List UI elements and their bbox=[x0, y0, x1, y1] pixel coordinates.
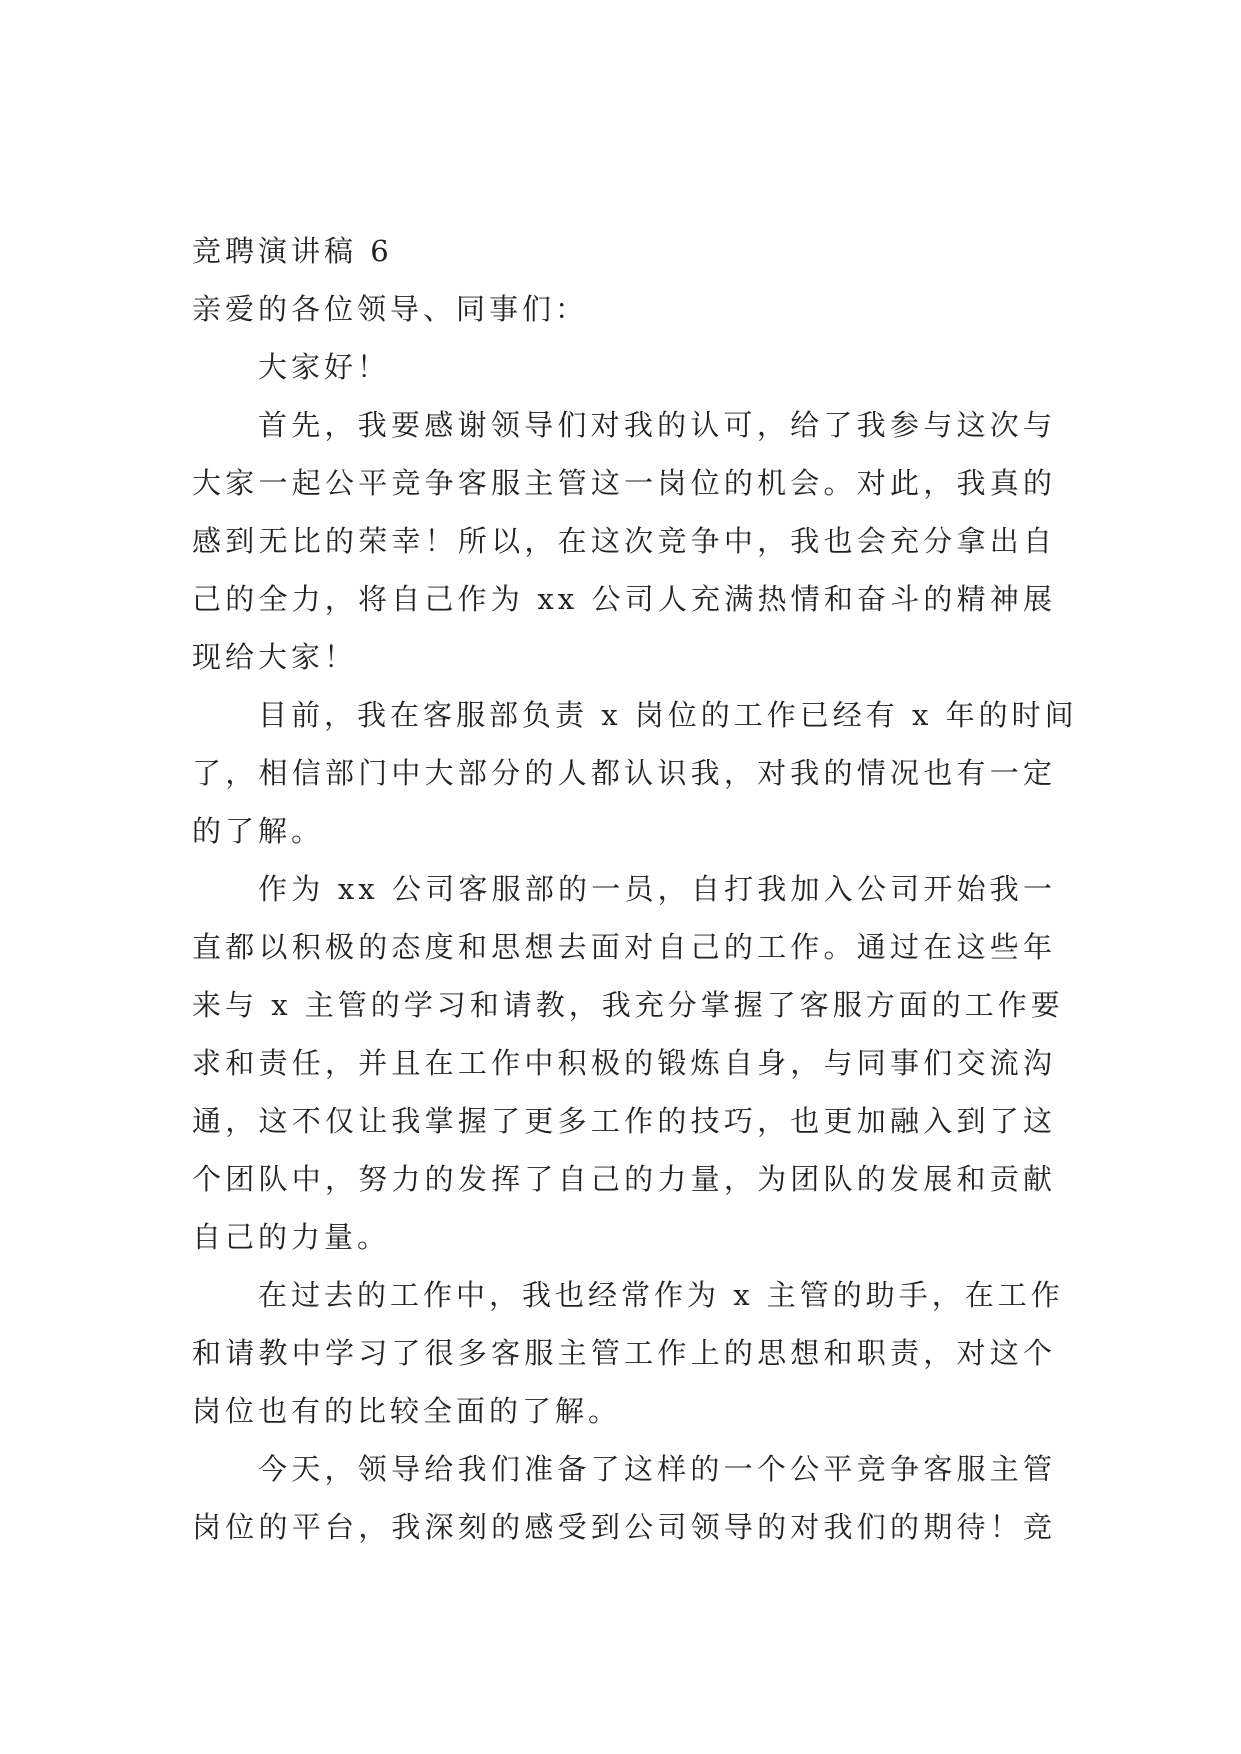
text-line: 岗位也有的比较全面的了解。 bbox=[192, 1394, 622, 1428]
text-line: 在过去的工作中，我也经常作为 x 主管的助手，在工作 bbox=[258, 1278, 1064, 1312]
text-line: 大家好！ bbox=[258, 350, 391, 384]
document-title: 竞聘演讲稿 6 bbox=[192, 234, 393, 268]
text-line: 岗位的平台，我深刻的感受到公司领导的对我们的期待！竞 bbox=[192, 1510, 1056, 1544]
text-line: 作为 xx 公司客服部的一员，自打我加入公司开始我一 bbox=[258, 872, 1056, 906]
text-line: 的了解。 bbox=[192, 814, 325, 848]
text-line: 了，相信部门中大部分的人都认识我，对我的情况也有一定 bbox=[192, 756, 1056, 790]
text-line: 感到无比的荣幸！所以，在这次竞争中，我也会充分拿出自 bbox=[192, 524, 1056, 558]
text-line: 首先，我要感谢领导们对我的认可，给了我参与这次与 bbox=[258, 408, 1056, 442]
text-line: 己的全力，将自己作为 xx 公司人充满热情和奋斗的精神展 bbox=[192, 582, 1056, 616]
document-body bbox=[192, 222, 1078, 1556]
text-line: 现给大家！ bbox=[192, 640, 358, 674]
text-line: 来与 x 主管的学习和请教，我充分掌握了客服方面的工作要 bbox=[192, 988, 1064, 1022]
body-text bbox=[192, 338, 1078, 1556]
text-line: 大家一起公平竞争客服主管这一岗位的机会。对此，我真的 bbox=[192, 466, 1056, 500]
text-line: 自己的力量。 bbox=[192, 1220, 391, 1254]
text-line: 求和责任，并且在工作中积极的锻炼自身，与同事们交流沟 bbox=[192, 1046, 1056, 1080]
text-line: 通，这不仅让我掌握了更多工作的技巧，也更加融入到了这 bbox=[192, 1104, 1056, 1138]
text-line: 个团队中，努力的发挥了自己的力量，为团队的发展和贡献 bbox=[192, 1162, 1056, 1196]
text-line: 今天，领导给我们准备了这样的一个公平竞争客服主管 bbox=[258, 1452, 1056, 1486]
text-line: 直都以积极的态度和思想去面对自己的工作。通过在这些年 bbox=[192, 930, 1056, 964]
text-line: 和请教中学习了很多客服主管工作上的思想和职责，对这个 bbox=[192, 1336, 1056, 1370]
text-line: 目前，我在客服部负责 x 岗位的工作已经有 x 年的时间 bbox=[258, 698, 1078, 732]
salutation: 亲爱的各位领导、同事们： bbox=[192, 292, 589, 326]
